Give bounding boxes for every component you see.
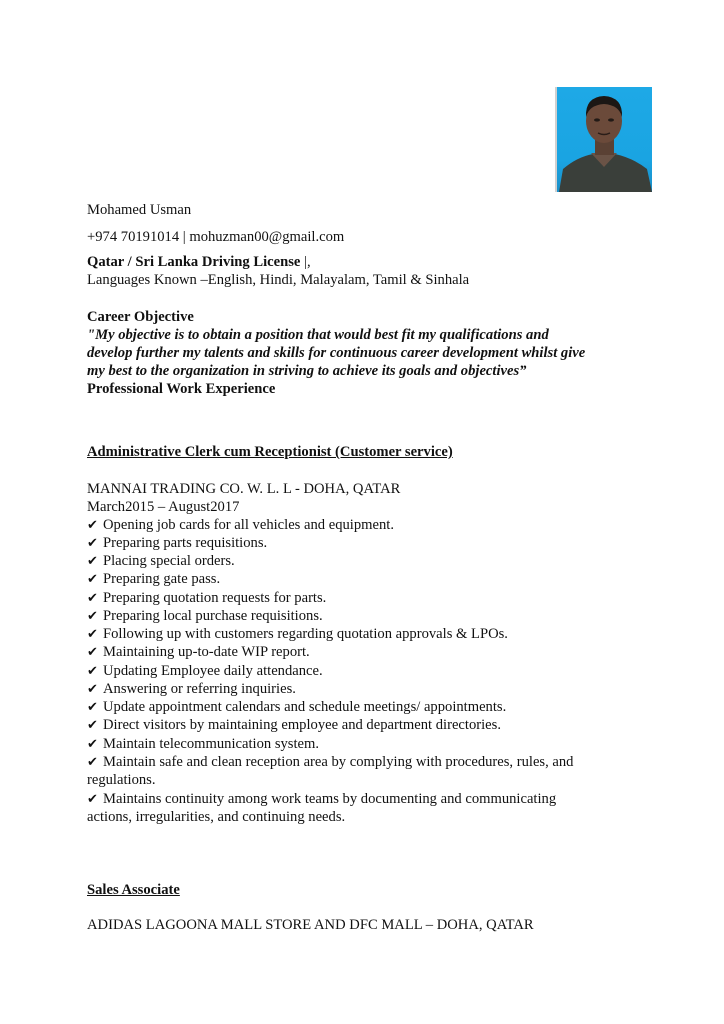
profile-photo xyxy=(555,87,652,192)
duty-text: Maintain telecommunication system. xyxy=(103,736,320,752)
check-icon: ✔ xyxy=(87,554,98,569)
employment-dates: March2015 – August2017 xyxy=(87,499,240,515)
check-icon: ✔ xyxy=(87,792,98,807)
duty-text: Preparing gate pass. xyxy=(103,571,221,587)
check-icon: ✔ xyxy=(87,718,98,733)
duty-text: Updating Employee daily attendance. xyxy=(103,663,323,679)
duty-item xyxy=(87,698,506,717)
duty-item xyxy=(87,516,394,535)
duty-item xyxy=(87,662,323,681)
duty-item xyxy=(87,607,323,626)
candidate-name: Mohamed Usman xyxy=(87,202,192,218)
duty-item xyxy=(87,735,319,754)
company-name: MANNAI TRADING CO. W. L. L - DOHA, QATAR xyxy=(87,481,401,497)
license-text: Qatar / Sri Lanka Driving License xyxy=(87,254,301,270)
check-icon: ✔ xyxy=(87,755,98,770)
duty-item xyxy=(87,716,501,735)
languages-line: Languages Known –English, Hindi, Malayalam, Tamil & Sinhala xyxy=(87,272,470,288)
job-title: Administrative Clerk cum Receptionist (Customer service) xyxy=(87,444,453,460)
duty-text: Answering or referring inquiries. xyxy=(103,681,296,697)
duty-text: Maintaining up-to-date WIP report. xyxy=(103,644,310,660)
duty-text: Opening job cards for all vehicles and equipment. xyxy=(103,517,394,533)
duty-text: Following up with customers regarding quotation approvals & LPOs. xyxy=(103,626,508,642)
experience-heading: Professional Work Experience xyxy=(87,381,276,397)
license-suffix: |, xyxy=(300,254,311,270)
duty-item xyxy=(87,753,573,772)
check-icon: ✔ xyxy=(87,645,98,660)
duty-item xyxy=(87,589,326,608)
duty-text: Placing special orders. xyxy=(103,553,235,569)
duty-item xyxy=(87,643,310,662)
duty-item xyxy=(87,570,220,589)
check-icon: ✔ xyxy=(87,536,98,551)
check-icon: ✔ xyxy=(87,664,98,679)
contact-info: +974 70191014 | mohuzman00@gmail.com xyxy=(87,229,345,245)
objective-text-line: develop further my talents and skills for continuous career development whilst give xyxy=(87,345,586,361)
duty-item xyxy=(87,680,296,699)
duty-text: Maintain safe and clean reception area by complying with procedures, rules, and xyxy=(103,754,574,770)
duty-text: Preparing local purchase requisitions. xyxy=(103,608,323,624)
duty-item xyxy=(87,552,235,571)
license-line xyxy=(87,253,311,271)
person-portrait-icon xyxy=(557,87,652,192)
company-name: ADIDAS LAGOONA MALL STORE AND DFC MALL – DOHA, QATAR xyxy=(87,917,534,933)
check-icon: ✔ xyxy=(87,609,98,624)
check-icon: ✔ xyxy=(87,682,98,697)
duty-item xyxy=(87,534,267,553)
duty-text: Maintains continuity among work teams by documenting and communicating xyxy=(103,791,557,807)
duty-text: Update appointment calendars and schedule meetings/ appointments. xyxy=(103,699,507,715)
check-icon: ✔ xyxy=(87,591,98,606)
duty-continuation: actions, irregularities, and continuing needs. xyxy=(87,809,346,825)
duty-continuation: regulations. xyxy=(87,772,156,788)
job-title: Sales Associate xyxy=(87,882,180,898)
duty-item xyxy=(87,625,508,644)
objective-heading: Career Objective xyxy=(87,309,194,325)
check-icon: ✔ xyxy=(87,572,98,587)
check-icon: ✔ xyxy=(87,700,98,715)
duty-text: Preparing parts requisitions. xyxy=(103,535,268,551)
objective-text-line: my best to the organization in striving to achieve its goals and objectives” xyxy=(87,363,527,379)
check-icon: ✔ xyxy=(87,627,98,642)
duty-item xyxy=(87,790,556,809)
check-icon: ✔ xyxy=(87,518,98,533)
duty-text: Direct visitors by maintaining employee and department directories. xyxy=(103,717,501,733)
duty-text: Preparing quotation requests for parts. xyxy=(103,590,327,606)
check-icon: ✔ xyxy=(87,737,98,752)
objective-text-line: "My objective is to obtain a position that would best fit my qualifications and xyxy=(87,327,549,343)
